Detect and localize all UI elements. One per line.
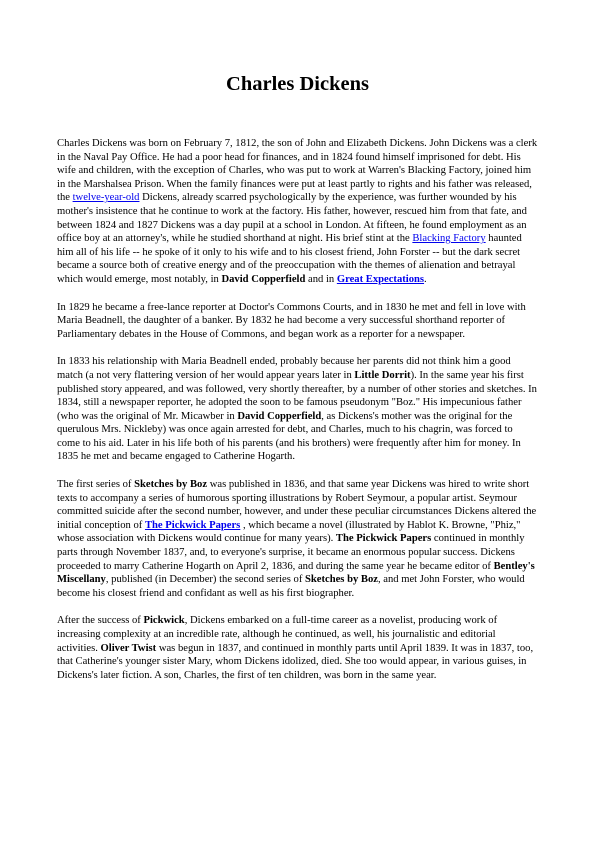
text-span: , published (in December) the second series of: [105, 574, 305, 586]
text-span: haunted him all of his life -- he spoke of it only to his wife and to his closest friend, John Forster -- but the dark secret became a source both of creative energy and of the preoccupation with the themes of alienation and betrayal which would emerge, most notably, in: [57, 233, 522, 285]
bold-title-pickwick-papers: The Pickwick Papers: [335, 533, 432, 545]
text-span: After the success of: [57, 615, 144, 627]
text-span: , as Dickens's mother was the original for the querulous Mrs. Nickleby) was once again arrested for debt, and Charles, much to his chagrin, was forced to come to his aid. Later in his life both of his parents (and his brothers) were frequently after him for money. In 1835 he met and became engaged to Catherine Hogarth.: [57, 410, 521, 463]
bold-title-david-copperfield: David Copperfield: [221, 273, 306, 285]
text-span: ). In the same year his first published story appeared, and was followed, very shortly thereafter, by a number of other stories and sketches. In 1834, still a newspaper reporter, he adopted the soon to be famous pseudonym "Boz." His impecunious father (who was the original of Mr. Micawber in: [57, 369, 537, 422]
paragraph-3: [57, 355, 538, 464]
bold-title-pickwick: Pickwick: [143, 615, 185, 627]
link-pickwick-papers[interactable]: The Pickwick Papers: [144, 519, 241, 531]
bold-title-bentleys-miscellany: Bentley's Miscellany: [57, 560, 535, 586]
link-twelve-year-old[interactable]: twelve-year-old: [72, 192, 140, 204]
text-span: continued in monthly parts through November 1837, and, to everyone's surprise, it became an enormous popular success. Dickens proceeded to marry Catherine Hogarth on April 2, 1836, and during the same year he became editor of: [57, 533, 525, 572]
text-span: In 1833 his relationship with Maria Beadnell ended, probably because her parents did not think him a good match (a not very flattering version of her would appear years later in: [57, 356, 511, 381]
paragraph-2: [57, 301, 538, 342]
link-blacking-factory[interactable]: Blacking Factory: [412, 233, 486, 245]
bold-title-oliver-twist: Oliver Twist: [100, 642, 157, 654]
bold-title-david-copperfield: David Copperfield: [237, 410, 322, 422]
text-span: , Dickens embarked on a full-time career as a novelist, producing work of increasing complexity at an incredible rate, although he continued, as well, his journalistic and editorial activities.: [57, 615, 498, 654]
text-span: Dickens, already scarred psychologically by the experience, was further wounded by his mother's insistence that he continue to work at the factory. His father, however, rescued him from that fate, and between 1824 and 1827 Dickens was a day pupil at a school in London. At fifteen, he found employment as an office boy at an attorney's, while he studied shorthand at night. His brief stint at the: [57, 192, 527, 245]
text-span: In 1829 he became a free-lance reporter at Doctor's Commons Courts, and in 1830 he met and fell in love with Maria Beadnell, the daughter of a banker. By 1832 he had become a very successful shorthand reporter of Parliamentary debates in the House of Commons, and began work as a reporter for a newspaper.: [57, 301, 526, 340]
document-body: [57, 137, 538, 682]
link-great-expectations[interactable]: Great Expectations: [336, 273, 425, 285]
text-span: was begun in 1837, and continued in monthly parts until April 1839. It was in 1837, too, that Catherine's younger sister Mary, whom Dickens idolized, died. She too would appear, in various guises, in Dickens's later fiction. A son, Charles, the first of ten children, was born in the same year.: [57, 642, 534, 681]
paragraph-4: [57, 478, 538, 600]
bold-title-sketches-by-boz: Sketches by Boz: [134, 479, 208, 491]
text-span: was published in 1836, and that same year Dickens was hired to write short texts to accompany a series of humorous sporting illustrations by Robert Seymour, a popular artist. Seymour committed suicide after the second number, however, and under these peculiar circumstances Dickens altered the initial conception of: [57, 479, 537, 531]
page-title: Charles Dickens: [226, 73, 369, 95]
text-span: , which became a novel (illustrated by Hablot K. Browne, "Phiz," whose association with Dickens would continue for many years).: [57, 519, 521, 545]
text-span: , and met John Forster, who would become his closest friend and confidant as well as his first biographer.: [57, 574, 525, 599]
bold-link-wrapper: [145, 520, 240, 531]
paragraph-1: [57, 137, 538, 287]
text-span: The first series of: [57, 479, 135, 491]
text-span: Charles Dickens was born on February 7, 1812, the son of John and Elizabeth Dickens. John Dickens was a clerk in the Naval Pay Office. He had a poor head for finances, and in 1824 found himself imprisoned for debt. His wife and children, with the exception of Charles, who was put to work at Warren's Blacking Factory, joined him in the Marshalsea Prison. When the family finances were put at least partly to rights and his father was released, the: [57, 138, 538, 204]
paragraph-5: [57, 614, 538, 682]
text-span: and in: [305, 273, 337, 285]
text-span: .: [424, 273, 427, 285]
bold-title-sketches-by-boz: Sketches by Boz: [305, 574, 378, 586]
bold-link-wrapper: [337, 274, 424, 285]
bold-title-little-dorrit: Little Dorrit: [354, 369, 411, 381]
